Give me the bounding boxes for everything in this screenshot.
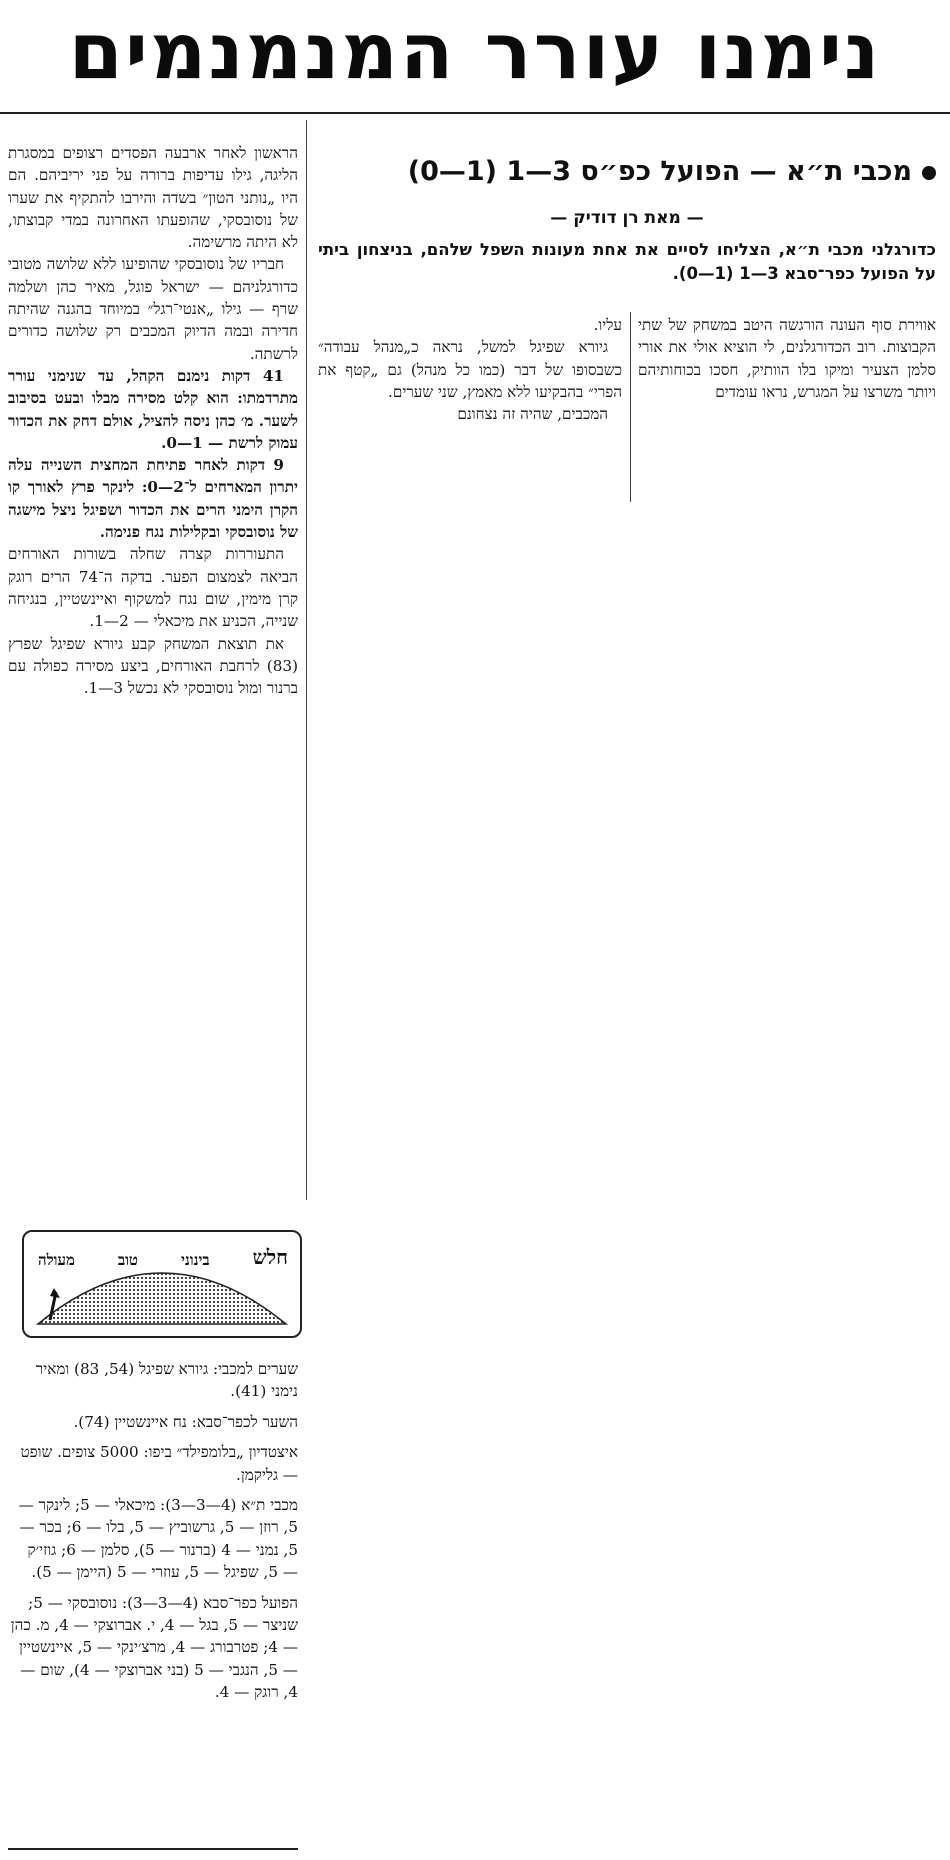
bottom-rule [8, 1848, 298, 1850]
bullet-icon [922, 166, 936, 180]
right-column [638, 314, 936, 494]
paragraph: הראשון לאחר ארבעה הפסדים רצופים במסגרת הליגה, גילו עדיפות ברורה על פני יריביהם. הם היו „נותני הטון״ בשדה והירבו להתקיף את שערו של נוסובסקי, שהופעתו האחרונה במדי קבוצתו, לא היתה מרשימה. [8, 144, 298, 252]
paragraph: גיורא שפיגל למשל, נראה כ„מנהל עבודה״ כשבסופו של דבר (כמו כל מנהל) גם „קטף את הפרי״ בהבקיעו ללא מאמץ, שני שערים. [318, 338, 622, 401]
rating-labels [38, 1240, 288, 1270]
scorers-maccabi: שערים למכבי: גיורא שפיגל (54, 83) ומאיר נימני (41). [35, 1360, 298, 1401]
rating-label-good: טוב [117, 1251, 138, 1269]
match-title [318, 152, 936, 196]
rating-label-excellent: מעולה [38, 1251, 75, 1269]
middle-column [318, 314, 622, 494]
column-divider [630, 312, 631, 502]
lineup-hapoel: הפועל כפר־סבא (4—3—3): נוסובסקי — 5; שניצר — 5, בגל — 4, י. אברוצקי — 4, מ. כהן — 4; פטרבורג — 4, מרצ׳ינקי — 5, איינשטיין — 5, הנגבי — 5 (בני אברוצקי — 4), שום — 4, רוגק — 4. [10, 1593, 298, 1702]
left-column [8, 142, 298, 1202]
stadium-info: איצטדיון „בלומפילד״ ביפו: 5000 צופים. שופט — גליקמן. [20, 1443, 298, 1484]
rating-label-average: בינוני [180, 1251, 210, 1269]
paragraph: חבריו של נוסובסקי שהופיעו ללא שלושה מטובי כדורגלניהם — ישראל פוגל, מאיר כהן ושלמה שרף — גילו „אנטי־רגל״ במיוחד בהגנה שהיתה חדירה ובמה הדיוק המכבים רק שלושה כדורים לרשתה. [8, 255, 298, 363]
paragraph: התעוררות קצרה שחלה בשורות האורחים הביאה לצמצום הפער. בדקה ה־74 הרים רוגק קרן מימין, שום נגח למשקוף ואיינשטיין, בנגיחה שנייה, הכניע את מיכאלי — 2—1. [8, 545, 298, 631]
match-stats [8, 1358, 298, 1848]
lineup-maccabi: מכבי ת״א (4—3—3): מיכאלי — 5; לינקר — 5, רוזן — 5, גרשוביץ — 5, בלו — 6; בכר — 5, נמני — 4 (ברנור — 5), סלמן — 6; גוזי׳ק — 5, שפיגל — 5, עוזרי — 5 (היימן — 5). [18, 1496, 298, 1582]
lead-paragraph: כדורגלני מכבי ת״א, הצליחו לסיים את אחת מעונות השפל שלהם, בניצחון ביתי על הפועל כפר־סבא 3—1 (1—0). [318, 240, 936, 283]
column-divider [306, 120, 307, 1200]
match-title-text: מכבי ת״א — הפועל כפ״ס 3—1 (1—0) [407, 156, 912, 187]
paragraph: 41 דקות נימנם הקהל, עד שנימני עורר מתרדמתו: הוא קלט מסירה מבלו ובעט בסיבוב לשער. מ׳ כהן ניסה להציל, אולם דחק את הכדור עמוק לרשת — 1—0. [8, 366, 298, 452]
scorers-hapoel: השער לכפר־סבא: נח איינשטיין (74). [73, 1412, 298, 1431]
paragraph: את תוצאת המשחק קבע גיורא שפיגל שפרץ (83) לרחבת האורחים, ביצע מסירה כפולה עם ברנור ומול נוסובסקי לא נכשל 3—1. [8, 634, 298, 698]
needle-arrow-icon [50, 1288, 60, 1298]
rating-label-weak: חלש [252, 1245, 288, 1269]
paragraph: המכבים, שהיה זה נצחונם [457, 405, 608, 424]
rating-arc [38, 1273, 286, 1324]
paragraph: 9 דקות לאחר פתיחת המחצית השנייה עלה יתרון המארחים ל־2—0: לינקר פרץ לאורך קו הקרן הימני הרים את הכדור ושפיגל ניצל מישגה של נוסובסקי ובקלילות נגח פנימה. [8, 456, 298, 542]
headline-rule [0, 112, 950, 114]
headline: נימנו עורר המנמנמים [68, 7, 882, 97]
rating-gauge [22, 1230, 302, 1338]
paragraph: אווירת סוף העונה הורגשה היטב במשחק של שתי הקבוצות. רוב הכדורגלנים, לי הוציא אולי את אורי סלמן הצעיר ומיקו בלו הוותיק, חסכו בכוחותיהם ויותר משרצו על המגרש, נראו עומדים [638, 316, 936, 401]
paragraph: עליו. [593, 316, 622, 334]
byline: — מאת רן דודיק — [550, 208, 704, 228]
